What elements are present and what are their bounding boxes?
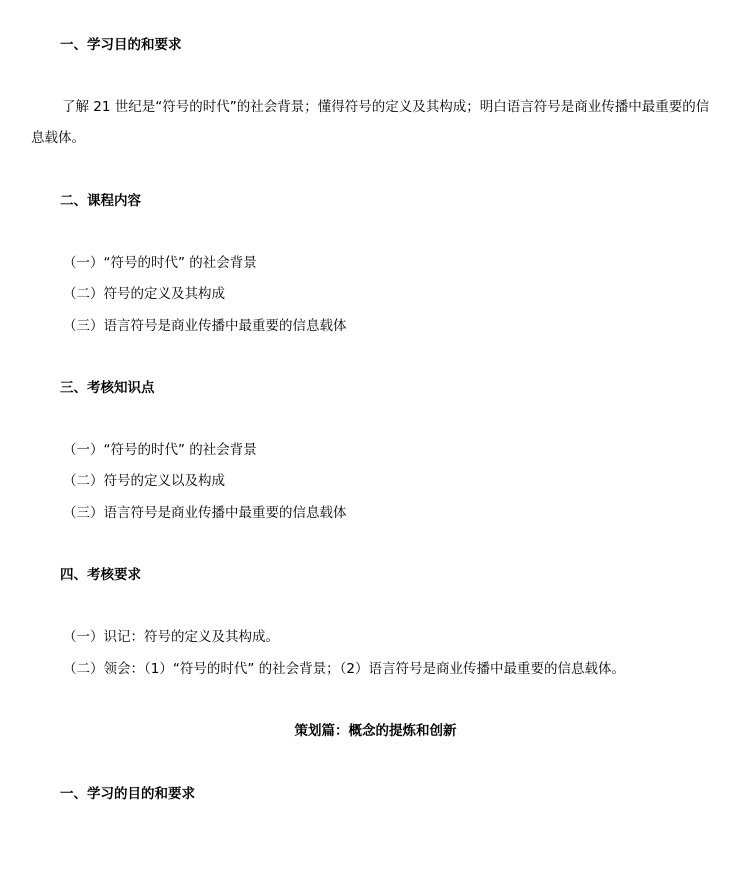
section-heading-assessment-requirements: 四、考核要求	[60, 567, 141, 583]
list-item: （一）“符号的时代” 的社会背景	[63, 442, 257, 458]
section-heading-assessment-points: 三、考核知识点	[60, 380, 155, 396]
chapter-title: 策划篇：概念的提炼和创新	[294, 723, 457, 739]
learning-goals-paragraph-line2: 息载体。	[31, 130, 85, 146]
list-item: （二）领会：（1）“符号的时代” 的社会背景；（2）语言符号是商业传播中最重要的信息载体。	[63, 661, 625, 677]
section-heading-learning-goals-2: 一、学习的目的和要求	[60, 786, 195, 802]
learning-goals-paragraph-line1: 了解 21 世纪是“符号的时代”的社会背景；懂得符号的定义及其构成；明白语言符号是商业传播中最重要的信	[62, 99, 710, 115]
list-item: （二）符号的定义以及构成	[63, 473, 225, 489]
section-heading-learning-goals: 一、学习目的和要求	[60, 37, 182, 53]
list-item: （一）“符号的时代” 的社会背景	[63, 255, 257, 271]
list-item: （三）语言符号是商业传播中最重要的信息载体	[63, 505, 347, 521]
list-item: （三）语言符号是商业传播中最重要的信息载体	[63, 318, 347, 334]
list-item: （一）识记：符号的定义及其构成。	[63, 629, 279, 645]
list-item: （二）符号的定义及其构成	[63, 286, 225, 302]
section-heading-course-content: 二、课程内容	[60, 193, 141, 209]
